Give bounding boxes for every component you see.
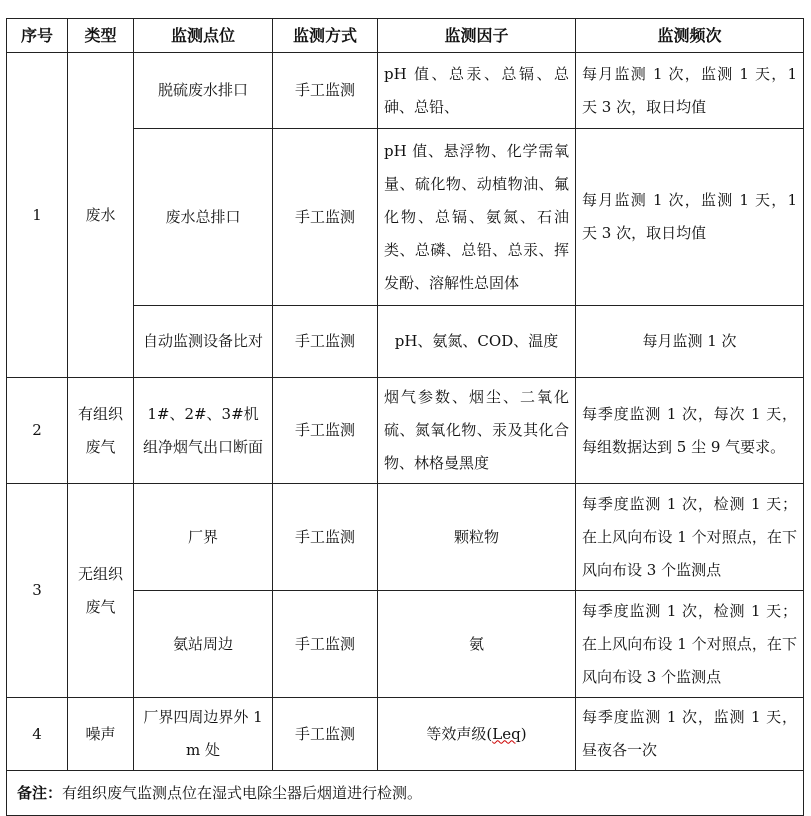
header-type: 类型 [68,19,134,53]
cell-no: 3 [7,484,68,698]
cell-factor: pH 值、总汞、总镉、总砷、总铅、 [378,53,576,129]
note-text: 有组织废气监测点位在湿式电除尘器后烟道进行检测。 [62,784,423,802]
cell-point: 1#、2#、3#机组净烟气出口断面 [134,378,273,484]
header-frequency: 监测频次 [576,19,804,53]
cell-no: 2 [7,378,68,484]
note-cell [7,771,804,816]
cell-type: 废水 [68,53,134,378]
cell-method: 手工监测 [273,306,378,378]
cell-factor: pH 值、悬浮物、化学需氧量、硫化物、动植物油、氟化物、总镉、氨氮、石油类、总磷、总铅、总汞、挥发酚、溶解性总固体 [378,129,576,306]
cell-factor: 颗粒物 [378,484,576,591]
table-row [7,53,804,129]
cell-type: 无组织废气 [68,484,134,698]
note-label: 备注： [17,784,63,802]
cell-point: 自动监测设备比对 [134,306,273,378]
cell-point: 厂界 [134,484,273,591]
cell-factor [378,698,576,771]
cell-type: 有组织废气 [68,378,134,484]
cell-no: 1 [7,53,68,378]
header-point: 监测点位 [134,19,273,53]
cell-point: 厂界四周边界外 1m 处 [134,698,273,771]
factor-prefix: 等效声级( [426,724,493,743]
cell-type: 噪声 [68,698,134,771]
cell-no: 4 [7,698,68,771]
note-row [7,771,804,816]
cell-factor: 烟气参数、烟尘、二氧化硫、氮氧化物、汞及其化合物、林格曼黑度 [378,378,576,484]
table-row [7,484,804,591]
cell-method: 手工监测 [273,698,378,771]
cell-method: 手工监测 [273,378,378,484]
header-method: 监测方式 [273,19,378,53]
header-row [7,19,804,53]
cell-factor: 氨 [378,591,576,698]
cell-factor: pH、氨氮、COD、温度 [378,306,576,378]
cell-point: 脱硫废水排口 [134,53,273,129]
cell-point: 氨站周边 [134,591,273,698]
cell-frequency: 每月监测 1 次，监测 1 天，1 天 3 次，取日均值 [576,129,804,306]
table-row [7,698,804,771]
spellcheck-underlined-text: Leq [492,724,521,743]
table-row [7,378,804,484]
cell-method: 手工监测 [273,129,378,306]
cell-frequency: 每月监测 1 次 [576,306,804,378]
cell-frequency: 每季度监测 1 次，检测 1 天；在上风向布设 1 个对照点，在下风向布设 3 个监测点 [576,591,804,698]
cell-point: 废水总排口 [134,129,273,306]
monitoring-table-container [6,18,804,816]
cell-frequency: 每季度监测 1 次，监测 1 天，昼夜各一次 [576,698,804,771]
factor-suffix: ) [520,724,527,743]
cell-method: 手工监测 [273,53,378,129]
cell-method: 手工监测 [273,591,378,698]
cell-method: 手工监测 [273,484,378,591]
cell-frequency: 每季度监测 1 次，检测 1 天；在上风向布设 1 个对照点，在下风向布设 3 个监测点 [576,484,804,591]
cell-frequency: 每月监测 1 次，监测 1 天，1 天 3 次，取日均值 [576,53,804,129]
header-factor: 监测因子 [378,19,576,53]
monitoring-plan-table [6,18,804,816]
cell-frequency: 每季度监测 1 次，每次 1 天，每组数据达到 5 尘 9 气要求。 [576,378,804,484]
header-no: 序号 [7,19,68,53]
